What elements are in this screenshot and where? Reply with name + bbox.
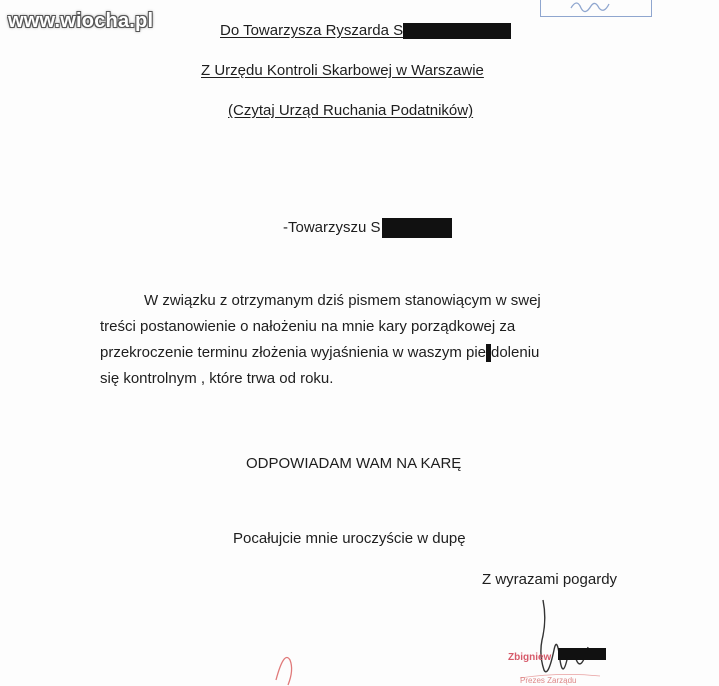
- signatory-title: Prezes Zarządu: [520, 676, 577, 685]
- sender-line: Z Urzędu Kontroli Skarbowej w Warszawie: [201, 62, 484, 79]
- redaction-bar: [558, 648, 606, 660]
- body-line-2: treści postanowienie o nałożeniu na mnie kary porządkowej za: [100, 318, 516, 335]
- statement-line: ODPOWIADAM WAM NA KARĘ: [246, 455, 462, 472]
- body-line-1: W związku z otrzymanym dziś pismem stanowiącym w swej: [144, 292, 541, 309]
- body-line-4: się kontrolnym , które trwa od roku.: [100, 370, 334, 387]
- body-line-3-end: doleniu: [491, 344, 540, 361]
- addressee-text: Do Towarzysza Ryszarda S: [220, 22, 404, 39]
- signatory-name: [508, 652, 551, 663]
- signatory-first-name: Zbigniew: [508, 652, 552, 663]
- body-line-3-start: przekroczenie terminu złożenia wyjaśnienia w waszym pie: [100, 344, 486, 361]
- site-watermark: www.wiocha.pl: [8, 10, 154, 32]
- closing-line: Z wyrazami pogardy: [482, 571, 618, 588]
- kiss-line: Pocałujcie mnie uroczyście w dupę: [233, 530, 466, 547]
- sender-aside-line: (Czytaj Urząd Ruchania Podatników): [228, 102, 474, 119]
- salutation-text: -Towarzyszu S: [283, 218, 381, 236]
